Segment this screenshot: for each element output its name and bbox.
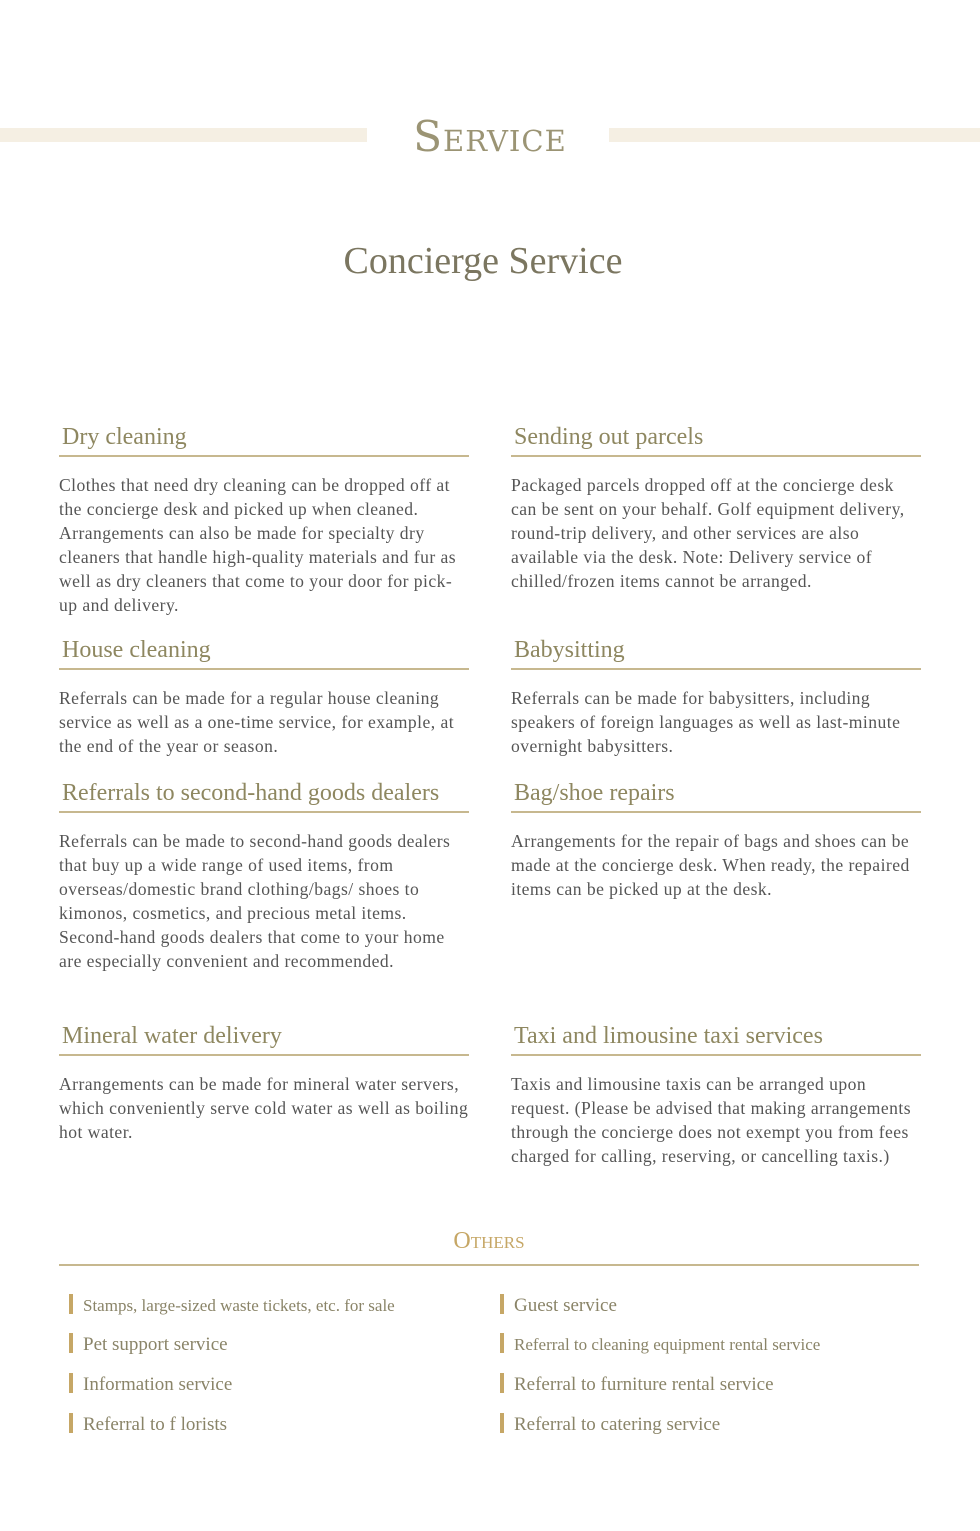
- service-heading: Referrals to second-hand goods dealers: [59, 778, 469, 813]
- service-description: Referrals can be made to second-hand goods dealers that buy up a wide range of used items, from overseas/domestic brand clothing/bags/ shoes to kimonos, cosmetics, and precious metal items. Second-hand goods dealers that come to your home are especially convenient and recommended.: [59, 831, 451, 971]
- service-taxi: [511, 1021, 921, 1168]
- service-description: Packaged parcels dropped off at the concierge desk can be sent on your behalf. Golf equipment delivery, round-trip delivery, and other services are also available via the desk. Note: Delivery service of chilled/frozen items cannot be arranged.: [511, 475, 905, 591]
- others-divider: [59, 1264, 919, 1266]
- service-description: Clothes that need dry cleaning can be dropped off at the concierge desk and picked up when cleaned. Arrangements can also be made for specialty dry cleaners that handle high-quality materials and fur as well as dry cleaners that come to your door for pick-up and delivery.: [59, 475, 457, 615]
- service-house-cleaning: [59, 635, 469, 758]
- others-item-label: Stamps, large-sized waste tickets, etc. for sale: [83, 1296, 395, 1315]
- service-dry-cleaning: [59, 422, 469, 617]
- others-item-label: Guest service: [514, 1295, 617, 1316]
- service-heading: House cleaning: [59, 635, 469, 670]
- others-item-label: Information service: [83, 1374, 233, 1395]
- service-description: Referrals can be made for a regular house cleaning service as well as a one-time service, for example, at the end of the year or season.: [59, 688, 455, 756]
- service-babysitting: [511, 635, 921, 758]
- service-description: Taxis and limousine taxis can be arranged upon request. (Please be advised that making arrangements through the concierge does not exempt you from fees charged for calling, reserving, or cancelling taxis.): [511, 1074, 912, 1166]
- bullet-bar-icon: [69, 1333, 73, 1353]
- service-description: Arrangements for the repair of bags and shoes can be made at the concierge desk. When ready, the repaired items can be picked up at the desk.: [511, 831, 910, 899]
- others-item-label: Referral to catering service: [514, 1414, 721, 1435]
- service-heading: Sending out parcels: [511, 422, 921, 457]
- others-heading: Others: [453, 1228, 525, 1254]
- service-heading: Mineral water delivery: [59, 1021, 469, 1056]
- service-description: Referrals can be made for babysitters, including speakers of foreign languages as well as last-minute overnight babysitters.: [511, 688, 901, 756]
- bullet-bar-icon: [69, 1373, 73, 1393]
- section-title: Service: [413, 112, 567, 161]
- service-bag-shoe-repairs: [511, 778, 921, 901]
- bullet-bar-icon: [500, 1373, 504, 1393]
- others-item-label: Pet support service: [83, 1334, 228, 1355]
- others-item-label: Referral to furniture rental service: [514, 1374, 774, 1395]
- page-title: Concierge Service: [343, 240, 623, 282]
- service-heading: Dry cleaning: [59, 422, 469, 457]
- bullet-bar-icon: [69, 1413, 73, 1433]
- bullet-bar-icon: [500, 1294, 504, 1314]
- service-mineral-water: [59, 1021, 469, 1144]
- service-heading: Taxi and limousine taxi services: [511, 1021, 921, 1056]
- bullet-bar-icon: [500, 1333, 504, 1353]
- others-item-label: Referral to f lorists: [83, 1414, 228, 1435]
- bullet-bar-icon: [500, 1413, 504, 1433]
- service-heading: Babysitting: [511, 635, 921, 670]
- service-second-hand-dealers: [59, 778, 469, 973]
- service-description: Arrangements can be made for mineral water servers, which conveniently serve cold water as well as boiling hot water.: [59, 1074, 469, 1142]
- service-sending-parcels: [511, 422, 921, 593]
- bullet-bar-icon: [69, 1294, 73, 1314]
- service-heading: Bag/shoe repairs: [511, 778, 921, 813]
- others-item-label: Referral to cleaning equipment rental service: [514, 1335, 821, 1354]
